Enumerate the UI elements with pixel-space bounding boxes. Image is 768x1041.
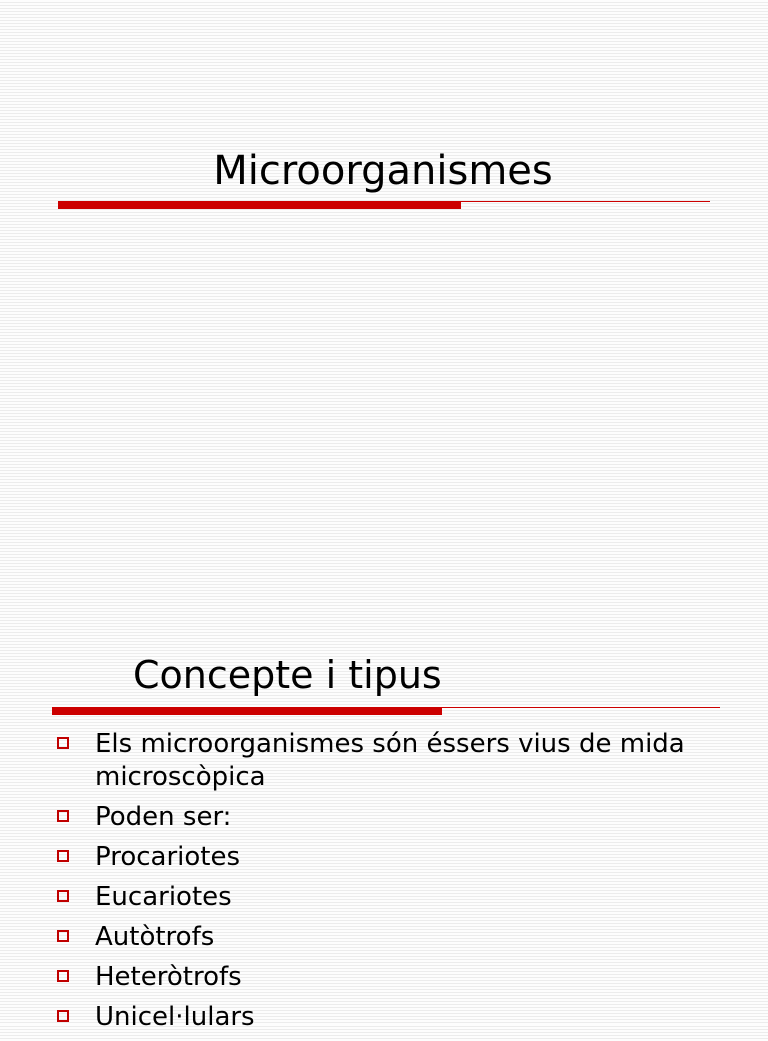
bullet-item <box>0 881 768 914</box>
slide-title: Microorganismes <box>213 148 553 194</box>
slide-title: Concepte i tipus <box>133 653 442 697</box>
hollow-square-bullet-icon <box>57 810 69 822</box>
hollow-square-bullet-icon <box>57 850 69 862</box>
bullet-text: Procariotes <box>95 842 241 872</box>
hollow-square-bullet-icon <box>57 890 69 902</box>
hollow-square-bullet-icon <box>57 1010 69 1022</box>
bullet-text: Autòtrofs <box>95 922 215 952</box>
underline-thick-bar <box>58 201 461 209</box>
bullet-item <box>0 728 768 794</box>
bullet-item <box>0 961 768 994</box>
slide-2 <box>0 520 768 1032</box>
bullet-text: Heteròtrofs <box>95 962 242 992</box>
bullet-item <box>0 1001 768 1034</box>
hollow-square-bullet-icon <box>57 930 69 942</box>
bullet-text: Poden ser: <box>95 802 232 832</box>
bullet-text: Eucariotes <box>95 882 232 912</box>
underline-thin-line <box>461 201 710 202</box>
underline-thick-bar <box>52 707 442 715</box>
title-underline <box>58 201 710 209</box>
bullet-item <box>0 801 768 834</box>
underline-thin-line <box>442 707 720 708</box>
bullet-text: Els microorganismes són éssers vius de mida <box>95 729 685 759</box>
bullet-item <box>0 921 768 954</box>
bullet-item <box>0 841 768 874</box>
bullet-list <box>0 728 768 1041</box>
bullet-text-continued: microscòpica <box>95 762 266 792</box>
hollow-square-bullet-icon <box>57 970 69 982</box>
bullet-text: Unicel·lulars <box>95 1002 255 1032</box>
hollow-square-bullet-icon <box>57 737 69 749</box>
title-underline <box>52 707 720 715</box>
slide-1 <box>0 0 768 520</box>
